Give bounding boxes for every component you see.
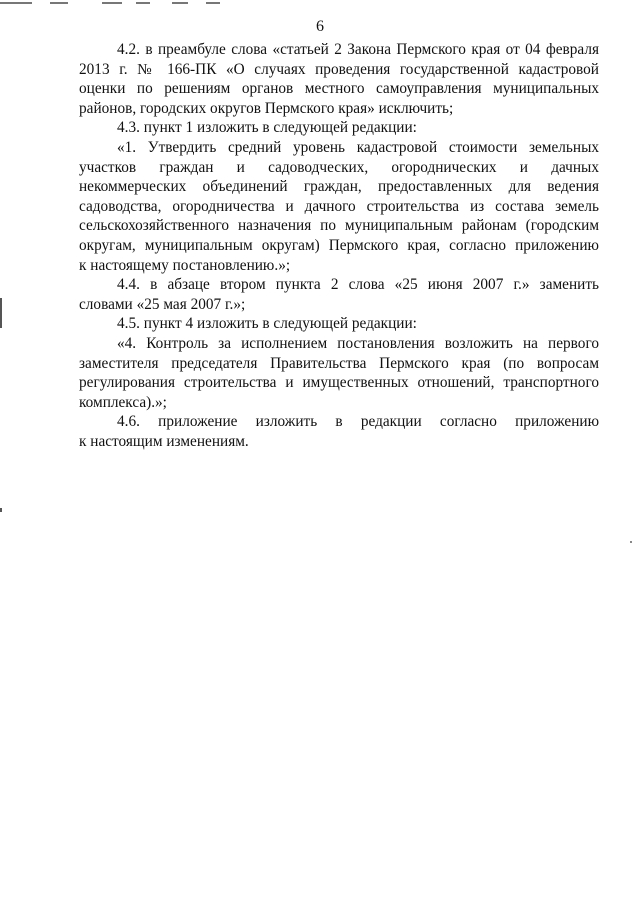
text-line: садоводства, огородничества и дачного строительства из состава земель xyxy=(79,197,599,215)
paragraph-4-3-quote xyxy=(79,138,599,275)
text-line: округам, муниципальным округам) Пермского края, согласно приложению xyxy=(79,236,599,254)
text-line: 4.2. в преамбуле слова «статьей 2 Закона Пермского края от 04 февраля xyxy=(117,41,599,58)
page-number: 6 xyxy=(316,18,324,35)
text-line: к настоящему постановлению.»; xyxy=(79,256,291,274)
text-line: 2013 г. № 166-ПК «О случаях проведения государственной кадастровой xyxy=(79,60,599,78)
paragraph-4-2 xyxy=(79,40,599,118)
text-line: 4.5. пункт 4 изложить в следующей редакции: xyxy=(117,315,417,333)
text-line: заместителя председателя Правительства Пермского края (по вопросам xyxy=(79,354,599,372)
scan-artifact-left xyxy=(0,508,2,512)
text-line: «4. Контроль за исполнением постановления возложить на первого xyxy=(117,334,599,352)
text-line: участков граждан и садоводческих, огороднических и дачных xyxy=(79,158,599,176)
paragraph-4-3 xyxy=(79,118,599,138)
paragraph-4-4 xyxy=(79,275,599,314)
document-body xyxy=(79,40,599,451)
paragraph-4-6 xyxy=(79,412,599,451)
scan-artifact-left xyxy=(0,298,2,328)
paragraph-4-5 xyxy=(79,314,599,334)
text-line: сельскохозяйственного назначения по муниципальным районам (городским xyxy=(79,217,599,235)
scan-artifact-right xyxy=(630,541,632,543)
scan-artifact-top xyxy=(0,0,230,6)
paragraph-4-5-quote xyxy=(79,334,599,412)
text-line: районов, городских округов Пермского края» исключить; xyxy=(79,99,454,117)
text-line: «1. Утвердить средний уровень кадастровой стоимости земельных xyxy=(117,138,599,156)
text-line: некоммерческих объединений граждан, предоставленных для ведения xyxy=(79,178,599,196)
text-line: словами «25 мая 2007 г.»; xyxy=(79,295,246,313)
text-line: 4.3. пункт 1 изложить в следующей редакции: xyxy=(117,119,417,137)
text-line: регулирования строительства и имущественных отношений, транспортного xyxy=(79,374,599,392)
text-line: комплекса).»; xyxy=(79,393,167,411)
text-line: 4.4. в абзаце втором пункта 2 слова «25 июня 2007 г.» заменить xyxy=(117,276,599,294)
text-line: оценки по решениям органов местного самоуправления муниципальных xyxy=(79,80,599,98)
text-line: 4.6. приложение изложить в редакции согласно приложению xyxy=(117,413,599,431)
text-line: к настоящим изменениям. xyxy=(79,432,249,450)
